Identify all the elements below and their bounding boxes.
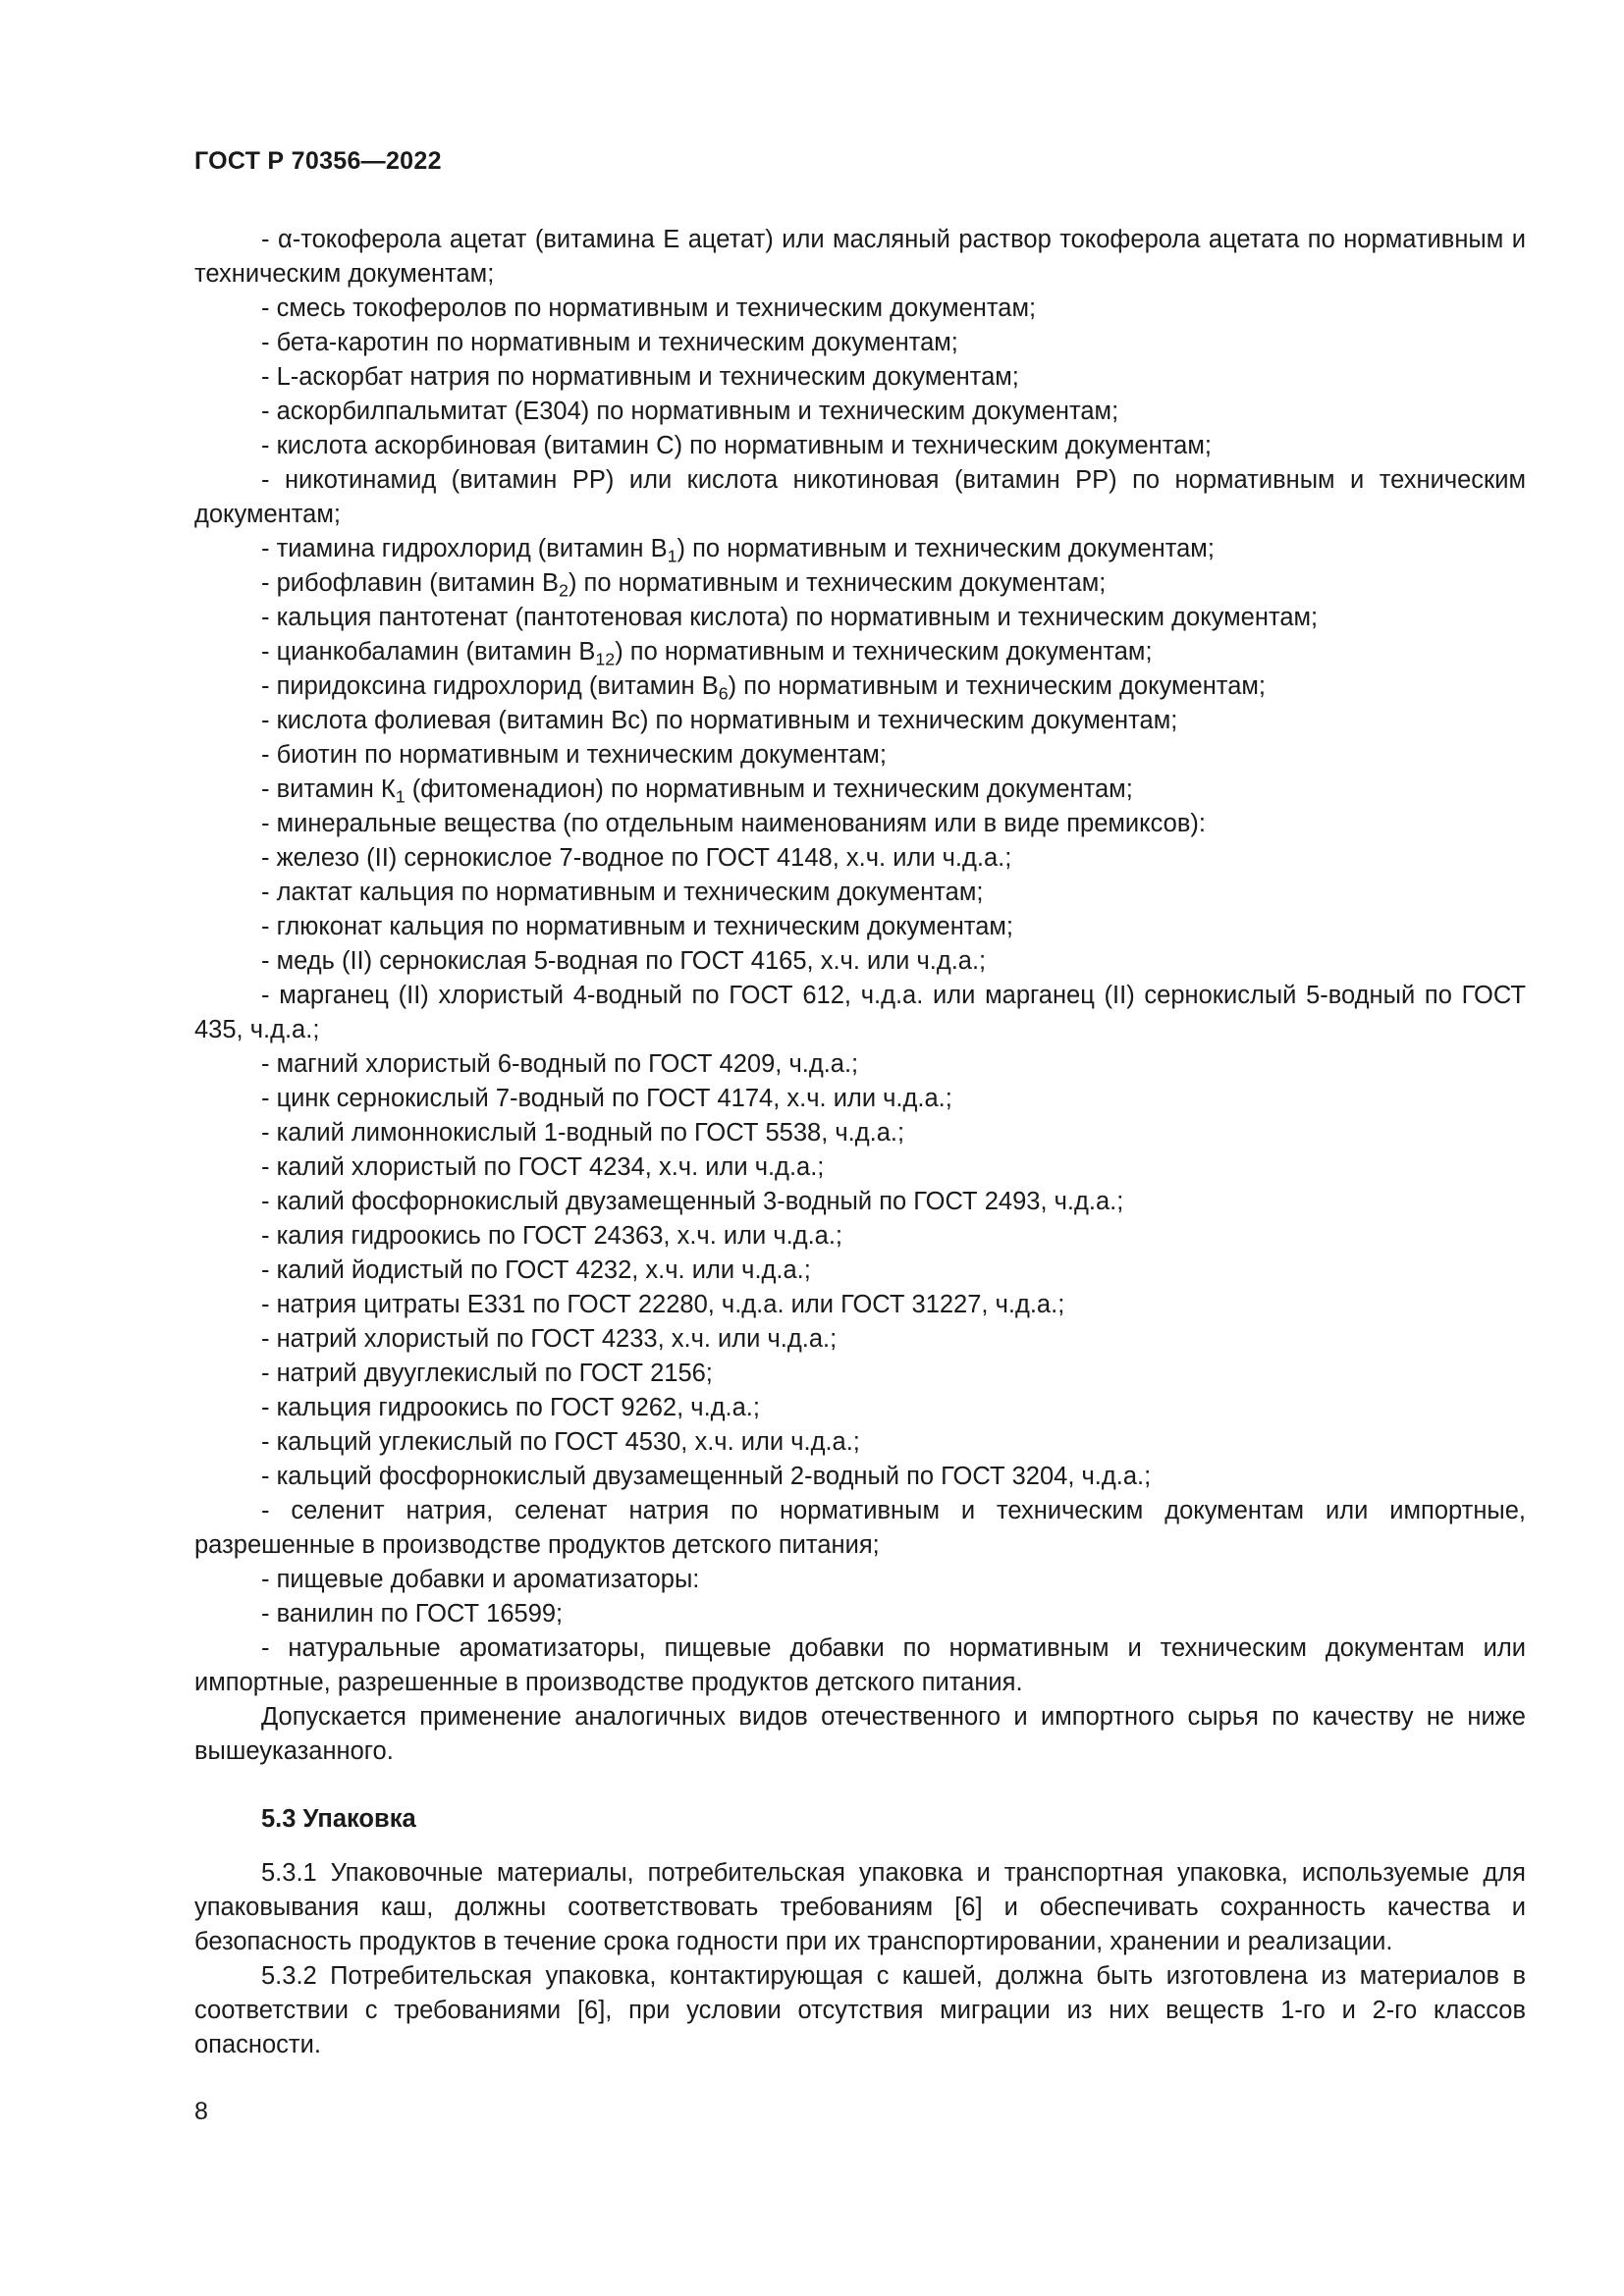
list-item: - лактат кальция по нормативным и техническим документам; [261, 879, 984, 906]
list-item: - кислота фолиевая (витамин Вс) по нормативным и техническим документам; [261, 707, 1178, 734]
section-heading: 5.3 Упаковка [261, 1805, 416, 1833]
list-item: - минеральные вещества (по отдельным наименованиям или в виде премиксов): [261, 810, 1206, 837]
list-item: - кислота аскорбиновая (витамин С) по нормативным и техническим документам; [261, 432, 1212, 459]
list-item: - селенит натрия, селенат натрия по нормативным и техническим документам или импортные, разрешенные в производстве продуктов детского питания; [194, 1497, 1526, 1559]
page-body [194, 223, 1526, 2062]
list-item: - натуральные ароматизаторы, пищевые добавки по нормативным и техническим документам или импортные, разрешенные в производстве продуктов детского питания. [194, 1634, 1526, 1696]
section-paragraph: 5.3.2 Потребительская упаковка, контактирующая с кашей, должна быть изготовлена из материалов в соответствии с требованиями [6], при условии отсутствия миграции из них веществ 1-го и 2-го классов опасности. [194, 1962, 1526, 2058]
ingredient-list [194, 223, 1526, 1769]
list-item: - пищевые добавки и ароматизаторы: [261, 1566, 700, 1593]
list-item: - глюконат кальция по нормативным и техническим документам; [261, 913, 1013, 940]
list-item: - смесь токоферолов по нормативным и техническим документам; [261, 294, 1037, 322]
list-item: - α-токоферола ацетат (витамина Е ацетат) или масляный раствор токоферола ацетата по нормативным и техническим документам; [194, 226, 1526, 288]
section-paragraphs [194, 1856, 1526, 2062]
page-number: 8 [194, 2098, 208, 2125]
list-item: - цианкобаламин (витамин $В_{12}$) по нормативным и техническим документам; [261, 638, 1153, 669]
list-item: - L-аскорбат натрия по нормативным и техническим документам; [261, 363, 1019, 391]
list-item: - железо (II) сернокислое 7-водное по ГОСТ 4148, х.ч. или ч.д.а.; [261, 844, 1012, 872]
list-item: - кальций углекислый по ГОСТ 4530, х.ч. или ч.д.а.; [261, 1428, 860, 1456]
list-item: - натрия цитраты Е331 по ГОСТ 22280, ч.д.а. или ГОСТ 31227, ч.д.а.; [261, 1291, 1065, 1318]
list-item: - аскорбилпальмитат (Е304) по нормативным и техническим документам; [261, 398, 1119, 425]
list-item: Допускается применение аналогичных видов отечественного и импортного сырья по качеству не ниже вышеуказанного. [194, 1703, 1526, 1765]
list-item: - ванилин по ГОСТ 16599; [261, 1600, 564, 1628]
list-item: - натрий двууглекислый по ГОСТ 2156; [261, 1360, 713, 1387]
list-item: - тиамина гидрохлорид (витамин $В_1$) по нормативным и техническим документам; [261, 535, 1215, 566]
list-item: - калий фосфорнокислый двузамещенный 3-водный по ГОСТ 2493, ч.д.а.; [261, 1188, 1124, 1215]
list-item: - марганец (II) хлористый 4-водный по ГОСТ 612, ч.д.а. или марганец (II) сернокислый 5-водный по ГОСТ 435, ч.д.а.; [194, 982, 1526, 1043]
list-item: - рибофлавин (витамин $В_2$) по нормативным и техническим документам; [261, 569, 1107, 601]
list-item: - бета-каротин по нормативным и техническим документам; [261, 329, 958, 356]
document-header: ГОСТ Р 70356—2022 [194, 147, 442, 175]
section-paragraph: 5.3.1 Упаковочные материалы, потребительская упаковка и транспортная упаковка, используемые для упаковывания каш, должны соответствовать требованиям [6] и обеспечивать сохранность качества и безопасность продуктов в течение срока годности при их транспортировании, хранении и реализации. [194, 1859, 1526, 1955]
list-item: - медь (II) сернокислая 5-водная по ГОСТ 4165, х.ч. или ч.д.а.; [261, 947, 987, 975]
list-item: - магний хлористый 6-водный по ГОСТ 4209, ч.д.а.; [261, 1050, 859, 1078]
list-item: - калий йодистый по ГОСТ 4232, х.ч. или ч.д.а.; [261, 1256, 811, 1284]
list-item: - пиридоксина гидрохлорид (витамин $В_6$) по нормативным и техническим документам; [261, 672, 1266, 704]
list-item: - натрий хлористый по ГОСТ 4233, х.ч. или ч.д.а.; [261, 1325, 838, 1353]
list-item: - кальция гидроокись по ГОСТ 9262, ч.д.а.; [261, 1394, 760, 1421]
list-item: - никотинамид (витамин РР) или кислота никотиновая (витамин РР) по нормативным и техническим документам; [194, 466, 1526, 528]
list-item: - цинк сернокислый 7-водный по ГОСТ 4174, х.ч. или ч.д.а.; [261, 1085, 952, 1112]
list-item: - калий лимоннокислый 1-водный по ГОСТ 5538, ч.д.а.; [261, 1119, 905, 1147]
list-item: - калия гидроокись по ГОСТ 24363, х.ч. или ч.д.а.; [261, 1222, 843, 1250]
list-item: - калий хлористый по ГОСТ 4234, х.ч. или ч.д.а.; [261, 1153, 825, 1181]
list-item: - витамин $К_1$ (фитоменадион) по нормативным и техническим документам; [261, 775, 1133, 807]
list-item: - кальция пантотенат (пантотеновая кислота) по нормативным и техническим документам; [261, 604, 1319, 631]
list-item: - биотин по нормативным и техническим документам; [261, 741, 887, 769]
list-item: - кальций фосфорнокислый двузамещенный 2-водный по ГОСТ 3204, ч.д.а.; [261, 1463, 1152, 1490]
